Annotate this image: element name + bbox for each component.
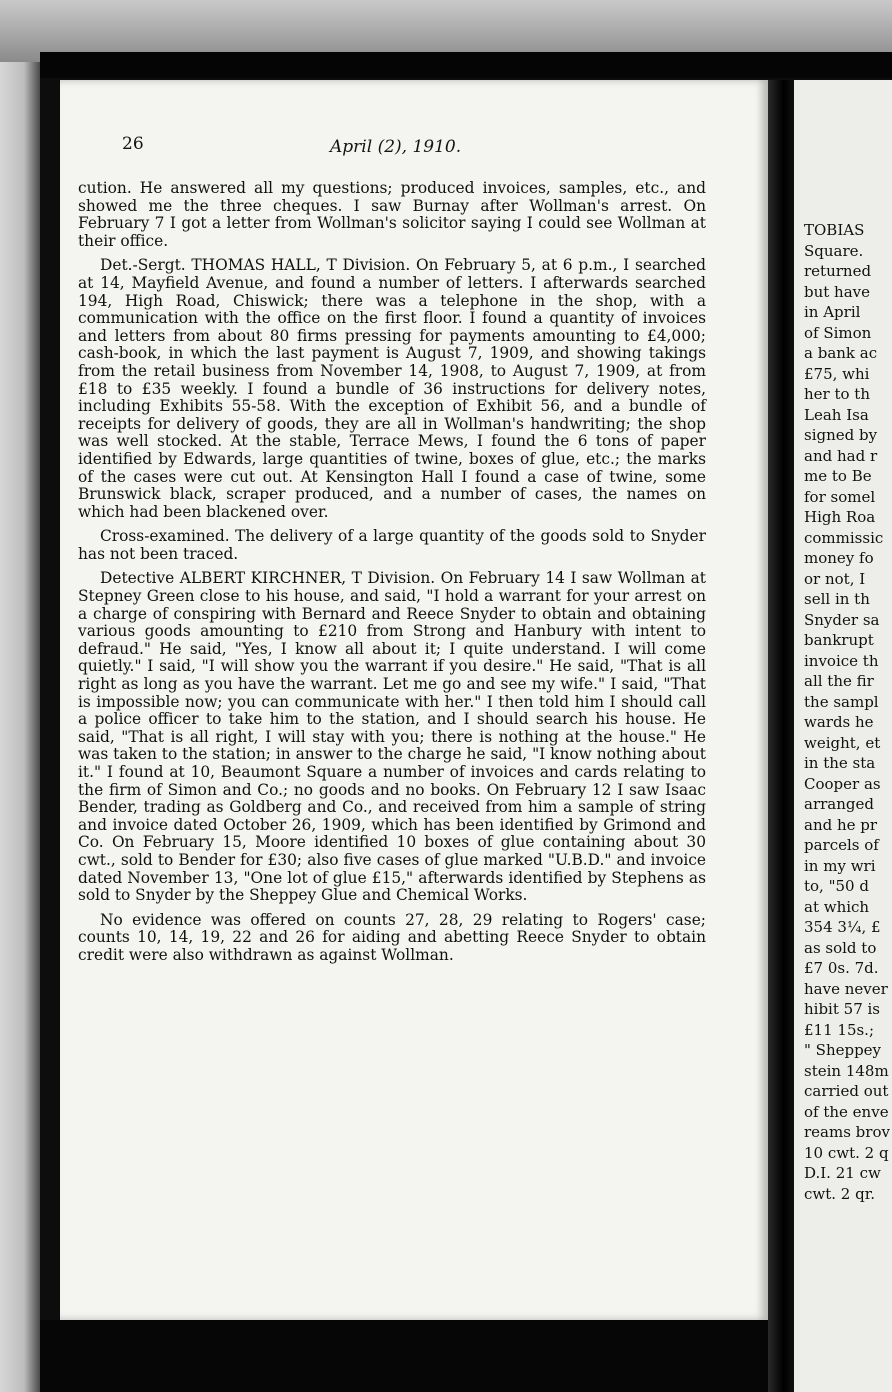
right-page-line: have never [804,979,888,998]
right-page-line: parcels of [804,836,879,854]
right-page-line: wards he [804,713,874,731]
paragraph: No evidence was offered on counts 27, 28, 29 relating to Rogers' case; counts 10, 14, 19, 22 and 26 for aiding and abetting Reece Snyder to obtain credit were also withdrawn as against Wollman. [78,910,706,964]
right-page-line: 10 cwt. 2 q [804,1143,889,1162]
right-page-line: and had r [804,446,878,465]
right-page-line: commissic [804,528,884,547]
right-page-line: for somel [804,487,876,506]
right-page-line: Snyder sa [804,610,880,629]
right-page-fragment [794,80,892,1392]
right-page-line: her to th [804,385,870,403]
right-page-line: Leah Isa [804,405,869,424]
paragraph: Det.-Sergt. THOMAS HALL, T Division. On February 5, at 6 p.m., I searched at 14, Mayfield Avenue, and found a number of letters. I afterwards searched 194, High Road, Chiswick; there was a telephone in the shop, with a communication with the office on the first floor. I found a quantity of invoices and letters from about 80 firms pressing for payments amounting to £4,000; cash-book, in which the last payment is August 7, 1909, and showing takings from the retail business from November 14, 1908, to August 7, 1909, at from £18 to £35 weekly. I found a bundle of 36 instructions for delivery notes, including Exhibits 55-58. With the exception of Exhibit 56, and a bundle of receipts for delivery of goods, they are all in Wollman's handwriting; the shop was well stocked. At the stable, Terrace Mews, I found the 6 tons of paper identified by Edwards, large quantities of twine, boxes of glue, etc.; the marks of the cases were cut out. At Kensington Hall I found a case of twine, some Brunswick black, scraper produced, and a number of cases, the names on which had been blackened over. [78,256,706,521]
right-page-line: returned [804,262,872,280]
right-page-line: stein 148m [804,1061,889,1080]
right-page-line: the sampl [804,692,879,711]
right-page-line: invoice th [804,651,879,670]
right-page-line: weight, et [804,733,881,752]
right-page-line: £11 15s.; [804,1020,875,1039]
right-page-line: High Roa [804,508,876,526]
right-page-line: in April [804,303,861,321]
right-page-line: TOBIAS [804,221,865,239]
book-gutter [768,80,794,1392]
right-page-text [804,220,892,1204]
right-page-line: D.I. 21 cw [804,1164,881,1182]
right-page-line: 354 3¼, £ [804,918,881,936]
right-page-line: bankrupt [804,631,874,649]
scan-border-bottom [40,1320,768,1392]
right-page-line: in my wri [804,856,876,875]
scan-background-left [0,62,40,1392]
right-page-line: to, "50 d [804,877,869,895]
right-page-line: and he pr [804,815,878,834]
body-text [78,180,706,972]
paragraph: Detective ALBERT KIRCHNER, T Division. On February 14 I saw Wollman at Stepney Green close to his house, and said, "I hold a warrant for your arrest on a charge of conspiring with Bernard and Reece Snyder to obtain and obtaining various goods amounting to £210 from Strong and Hanbury with intent to defraud." He said, "Yes, I know all about it; I quite understand. I will come quietly." I said, "I will show you the warrant if you desire." He said, "That is all right as long as you have the warrant. Let me go and see my wife." I said, "That is impossible now; you can communicate with her." I then told him I should call a police officer to take him to the station, and I should search his house. He said, "That is all right, I will stay with you; there is nothing at the house." He was taken to the station; in answer to the charge he said, "I know nothing about it." I found at 10, Beaumont Square a number of invoices and cards relating to the firm of Simon and Co.; no goods and no books. On February 12 I saw Isaac Bender, trading as Goldberg and Co., and received from him a sample of string and invoice dated October 26, 1909, which has been identified by Grimond and Co. On February 15, Moore identified 10 boxes of glue containing about 30 cwt., sold to Bender for £30; also five cases of glue marked "U.B.D." and invoice dated November 13, "One lot of glue £15," afterwards identified by Stephens as sold to Snyder by the Sheppey Glue and Chemical Works. [78,569,706,905]
right-page-line: signed by [804,426,878,444]
right-page-line: Cooper as [804,774,881,793]
right-page-line: all the fir [804,672,874,690]
right-page-line: as sold to [804,938,877,957]
right-page-line: £75, whi [804,364,870,383]
right-page-line: of the enve [804,1102,889,1121]
right-page-line: me to Be [804,467,872,485]
right-page-line: cwt. 2 qr. [804,1184,876,1203]
right-page-line: at which [804,897,870,916]
left-page [60,80,768,1320]
scan-border-top [40,52,892,78]
right-page-line: hibit 57 is [804,1000,881,1018]
right-page-line: or not, I [804,569,866,588]
right-page-line: Square. [804,241,864,260]
paragraph: cution. He answered all my questions; produced invoices, samples, etc., and showed me the three cheques. I saw Burnay after Wollman's arrest. On February 7 I got a letter from Wollman's solicitor saying I could see Wollman at their office. [78,179,706,250]
right-page-line: £7 0s. 7d. [804,959,879,977]
right-page-line: money fo [804,549,874,567]
right-page-line: arranged [804,795,874,813]
right-page-line: of Simon [804,323,872,342]
right-page-line: but have [804,282,871,301]
right-page-line: " Sheppey [804,1041,882,1059]
right-page-line: sell in th [804,590,870,608]
page-number: 26 [122,134,144,154]
running-head: April (2), 1910. [330,137,462,157]
right-page-line: a bank ac [804,344,878,362]
paragraph: Cross-examined. The delivery of a large quantity of the goods sold to Snyder has not been traced. [78,527,706,563]
right-page-line: carried out [804,1082,889,1100]
right-page-line: in the sta [804,754,876,772]
right-page-line: reams brov [804,1123,890,1141]
